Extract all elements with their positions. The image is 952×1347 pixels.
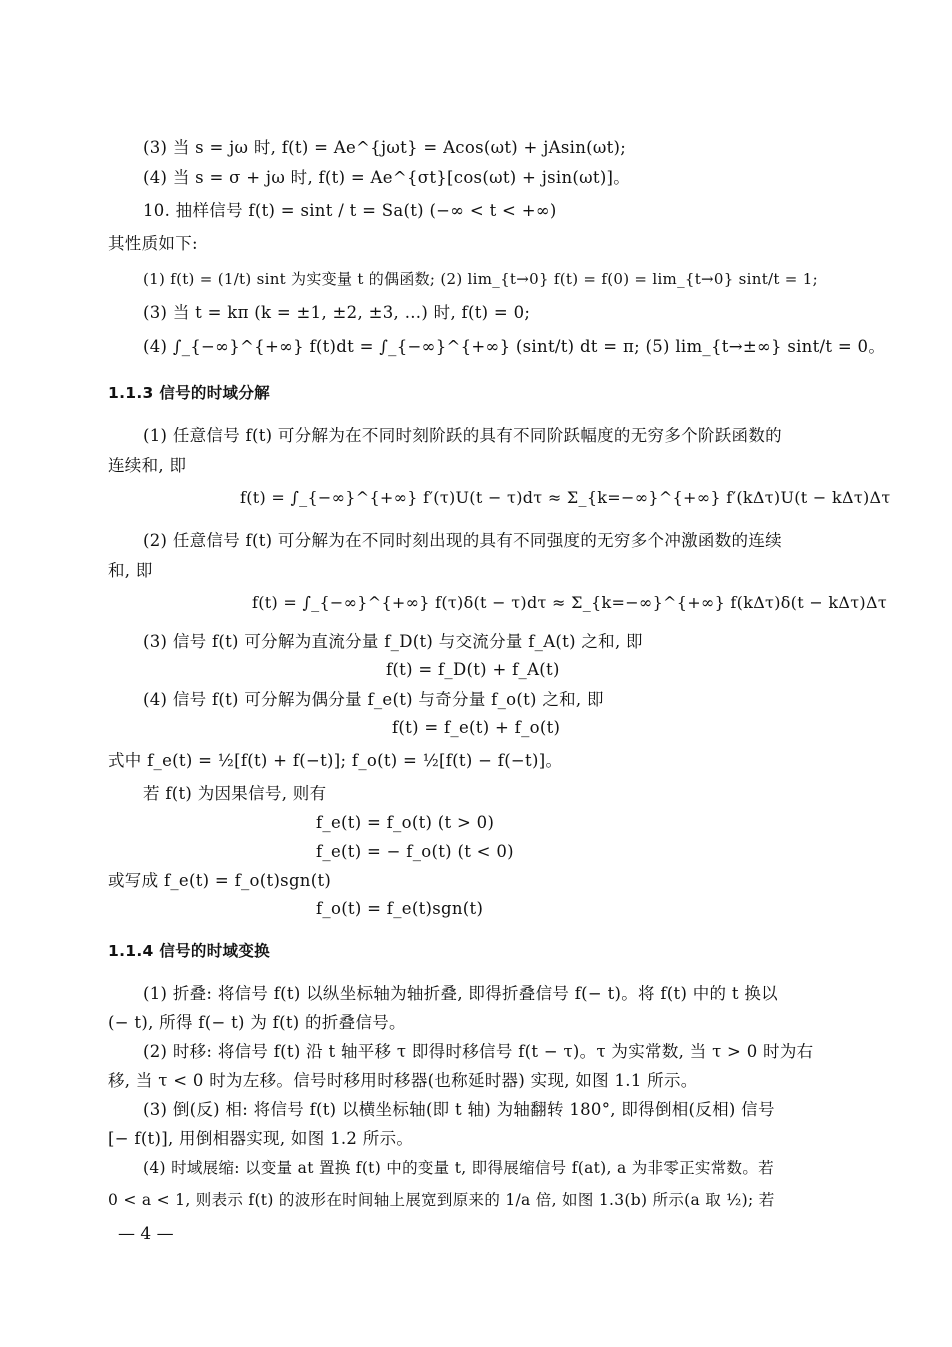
text-line-26: (1) 折叠: 将信号 f(t) 以纵坐标轴为轴折叠, 即得折叠信号 f(− t)。将 f(t) 中的 t 换以 (143, 984, 778, 1003)
text-line-10: 连续和, 即 (108, 456, 187, 475)
text-line-33: 0 < a < 1, 则表示 f(t) 的波形在时间轴上展宽到原来的 1/a 倍, 如图 1.3(b) 所示(a 取 ½); 若 (108, 1191, 775, 1209)
text-line-12: (2) 任意信号 f(t) 可分解为在不同时刻出现的具有不同强度的无穷多个冲激函数的连续 (143, 531, 782, 550)
text-line-13: 和, 即 (108, 561, 153, 580)
text-line-30: (3) 倒(反) 相: 将信号 f(t) 以横坐标轴(即 t 轴) 为轴翻转 180°, 即得倒相(反相) 信号 (143, 1100, 775, 1119)
text-line-19: 式中 f_e(t) = ½[f(t) + f(−t)]; f_o(t) = ½[f(t) − f(−t)]。 (108, 751, 563, 770)
text-line-4: 其性质如下: (108, 234, 198, 253)
text-line-3: 10. 抽样信号 f(t) = sint / t = Sa(t) (−∞ < t < +∞) (143, 201, 557, 220)
text-line-1: (3) 当 s = jω 时, f(t) = Ae^{jωt} = Acos(ωt) + jAsin(ωt); (143, 138, 627, 157)
formula-causal-2: f_e(t) = − f_o(t) (t < 0) (316, 842, 514, 861)
formula-dc-ac: f(t) = f_D(t) + f_A(t) (386, 660, 560, 679)
formula-causal-1: f_e(t) = f_o(t) (t > 0) (316, 813, 495, 832)
text-line-28: (2) 时移: 将信号 f(t) 沿 t 轴平移 τ 即得时移信号 f(t − τ)。τ 为实常数, 当 τ > 0 时为右 (143, 1042, 814, 1061)
text-line-27: (− t), 所得 f(− t) 为 f(t) 的折叠信号。 (108, 1013, 406, 1032)
formula-impulse-decomposition: f(t) = ∫_{−∞}^{+∞} f(τ)δ(t − τ)dτ ≈ Σ_{k=−∞}^{+∞} f(kΔτ)δ(t − kΔτ)Δτ (252, 593, 887, 612)
formula-causal-3: 或写成 f_e(t) = f_o(t)sgn(t) (108, 871, 332, 890)
page-number: — 4 — (118, 1224, 174, 1244)
text-line-15: (3) 信号 f(t) 可分解为直流分量 f_D(t) 与交流分量 f_A(t) 之和, 即 (143, 632, 643, 651)
section-heading-1-1-3: 1.1.3 信号的时域分解 (108, 384, 270, 402)
text-line-7: (4) ∫_{−∞}^{+∞} f(t)dt = ∫_{−∞}^{+∞} (sint/t) dt = π; (5) lim_{t→±∞} sint/t = 0。 (143, 337, 886, 356)
formula-causal-4: f_o(t) = f_e(t)sgn(t) (316, 899, 484, 918)
text-line-29: 移, 当 τ < 0 时为左移。信号时移用时移器(也称延时器) 实现, 如图 1.1 所示。 (108, 1071, 698, 1090)
text-line-5: (1) f(t) = (1/t) sint 为实变量 t 的偶函数; (2) lim_{t→0} f(t) = f(0) = lim_{t→0} sint/t = 1; (143, 270, 818, 288)
text-line-17: (4) 信号 f(t) 可分解为偶分量 f_e(t) 与奇分量 f_o(t) 之和, 即 (143, 690, 604, 709)
formula-step-decomposition: f(t) = ∫_{−∞}^{+∞} f′(τ)U(t − τ)dτ ≈ Σ_{k=−∞}^{+∞} f′(kΔτ)U(t − kΔτ)Δτ (240, 488, 891, 507)
text-line-2: (4) 当 s = σ + jω 时, f(t) = Ae^{σt}[cos(ωt) + jsin(ωt)]。 (143, 168, 631, 187)
formula-even-odd: f(t) = f_e(t) + f_o(t) (392, 718, 561, 737)
text-line-9: (1) 任意信号 f(t) 可分解为在不同时刻阶跃的具有不同阶跃幅度的无穷多个阶跃函数的 (143, 426, 782, 445)
text-line-32: (4) 时域展缩: 以变量 at 置换 f(t) 中的变量 t, 即得展缩信号 f(at), a 为非零正实常数。若 (143, 1159, 774, 1177)
section-heading-1-1-4: 1.1.4 信号的时域变换 (108, 942, 270, 960)
text-line-20: 若 f(t) 为因果信号, 则有 (143, 784, 327, 803)
text-line-6: (3) 当 t = kπ (k = ±1, ±2, ±3, …) 时, f(t) = 0; (143, 303, 531, 322)
text-line-31: [− f(t)], 用倒相器实现, 如图 1.2 所示。 (108, 1129, 414, 1148)
